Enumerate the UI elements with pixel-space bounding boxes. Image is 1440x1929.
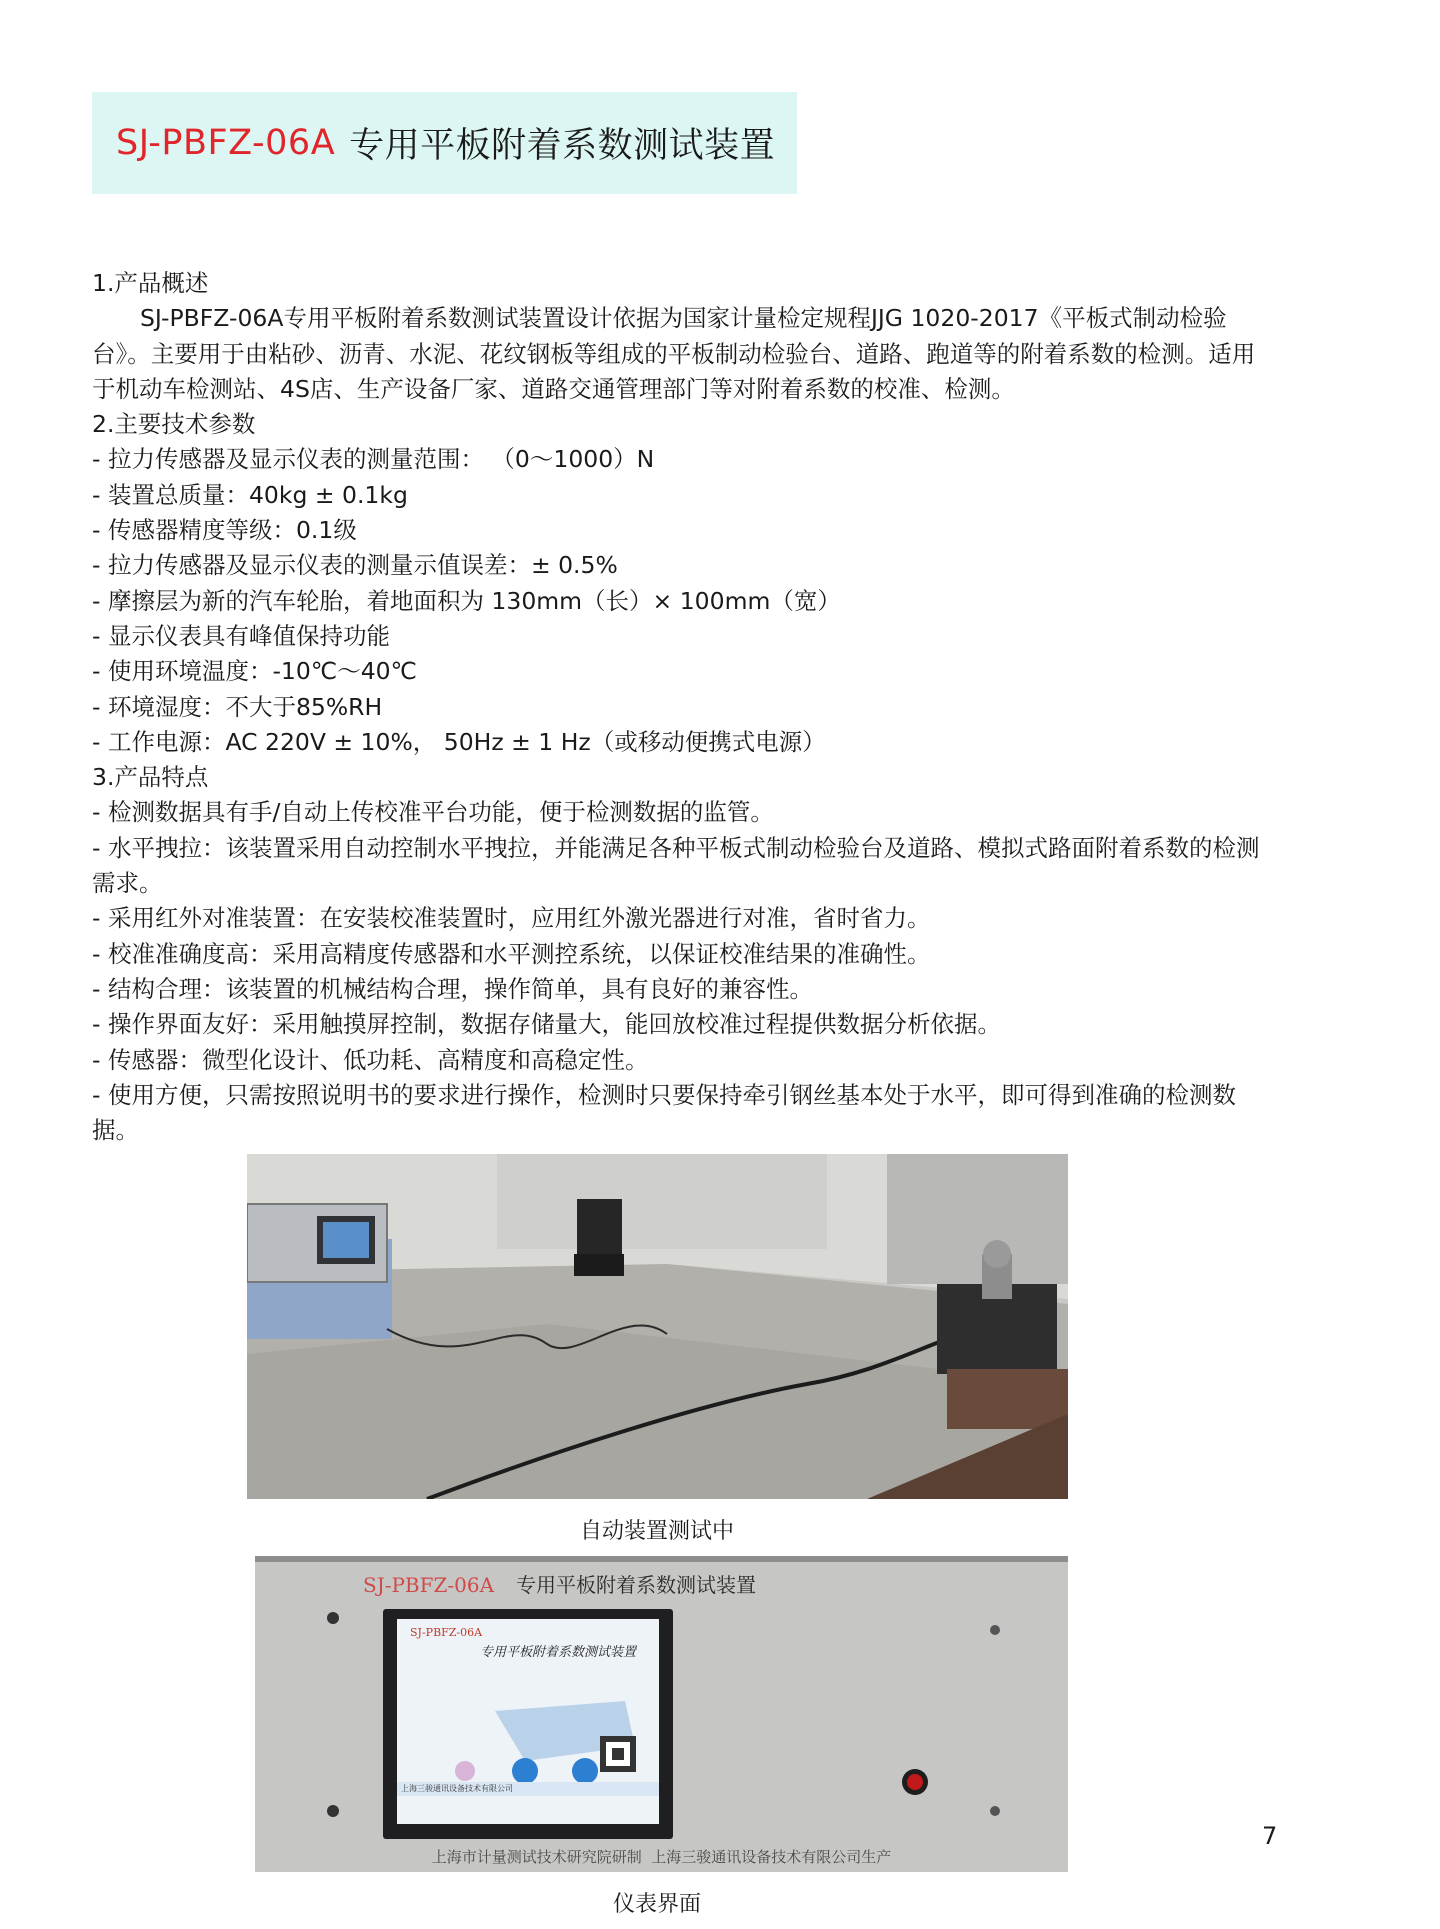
panel-title xyxy=(363,1569,756,1598)
feature-item: - 结构合理：该装置的机械结构合理，操作简单，具有良好的兼容性。 xyxy=(92,974,813,1003)
instrument-panel-drawing xyxy=(255,1556,1068,1872)
title-banner xyxy=(92,92,797,194)
feature-item: - 校准准确度高：采用高精度传感器和水平测控系统，以保证校准结果的准确性。 xyxy=(92,939,931,968)
param-item: - 装置总质量：40kg ± 0.1kg xyxy=(92,480,408,509)
panel-name: 专用平板附着系数测试装置 xyxy=(516,1573,757,1597)
param-item: - 显示仪表具有峰值保持功能 xyxy=(92,621,390,650)
screen-footer: 上海三骏通讯设备技术有限公司 xyxy=(401,1784,513,1793)
overview-paragraph: SJ-PBFZ-06A专用平板附着系数测试装置设计依据为国家计量检定规程JJG 1020-2017《平板式制动检验台》。主要用于由粘砂、沥青、水泥、花纹钢板等组成的平板制动检验台、道路、跑道等的附着系数的检测。适用于机动车检测站、4S店、生产设备厂家、道路交通管理部门等对附着系数的校准、检测。 xyxy=(92,304,1256,403)
param-item: - 环境湿度：不大于85%RH xyxy=(92,692,383,721)
screen-model: SJ-PBFZ-06A xyxy=(410,1626,483,1639)
test-photo xyxy=(247,1154,1068,1499)
param-item: - 拉力传感器及显示仪表的测量范围： （0～1000）N xyxy=(92,445,655,474)
instrument-photo xyxy=(255,1556,1068,1872)
section-heading-params: 2.主要技术参数 xyxy=(92,410,256,439)
param-item: - 拉力传感器及显示仪表的测量示值误差：± 0.5% xyxy=(92,551,618,580)
test-photo-caption: 自动装置测试中 xyxy=(579,1519,734,1544)
page-number: 7 xyxy=(1262,1822,1278,1850)
feature-item: - 水平拽拉：该装置采用自动控制水平拽拉，并能满足各种平板式制动检验台及道路、模拟式路面附着系数的检测需求。 xyxy=(92,833,1260,898)
section-heading-features: 3.产品特点 xyxy=(92,763,209,792)
instrument-photo-caption: 仪表界面 xyxy=(612,1892,701,1917)
param-item: - 使用环境温度：-10℃～40℃ xyxy=(92,657,418,686)
title-model: SJ-PBFZ-06A xyxy=(116,123,336,163)
panel-bottom-text: 上海市计量测试技术研究院研制 上海三骏通讯设备技术有限公司生产 xyxy=(431,1848,892,1866)
feature-item: - 采用红外对准装置：在安装校准装置时，应用红外激光器进行对准，省时省力。 xyxy=(92,904,931,933)
screen-title xyxy=(410,1626,636,1660)
test-photo-drawing xyxy=(247,1154,1068,1499)
panel-model: SJ-PBFZ-06A xyxy=(363,1573,495,1597)
section-heading-overview: 1.产品概述 xyxy=(92,269,209,297)
param-item: - 传感器精度等级：0.1级 xyxy=(92,516,357,545)
param-item: - 摩擦层为新的汽车轮胎，着地面积为 130mm（长）× 100mm（宽） xyxy=(92,586,841,615)
title-name: 专用平板附着系数测试装置 xyxy=(349,126,776,166)
body-text xyxy=(92,266,1267,1148)
feature-item: - 使用方便，只需按照说明书的要求进行操作，检测时只要保持牵引钢丝基本处于水平，即可得到准确的检测数据。 xyxy=(92,1080,1236,1145)
feature-item: - 操作界面友好：采用触摸屏控制，数据存储量大，能回放校准过程提供数据分析依据。 xyxy=(92,1010,1001,1039)
param-item: - 工作电源：AC 220V ± 10%， 50Hz ± 1 Hz（或移动便携式电源） xyxy=(92,727,826,756)
feature-item: - 传感器：微型化设计、低功耗、高精度和高稳定性。 xyxy=(92,1045,649,1074)
screen-name: 专用平板附着系数测试装置 xyxy=(480,1645,637,1660)
feature-item: - 检测数据具有手/自动上传校准平台功能，便于检测数据的监管。 xyxy=(92,798,774,827)
